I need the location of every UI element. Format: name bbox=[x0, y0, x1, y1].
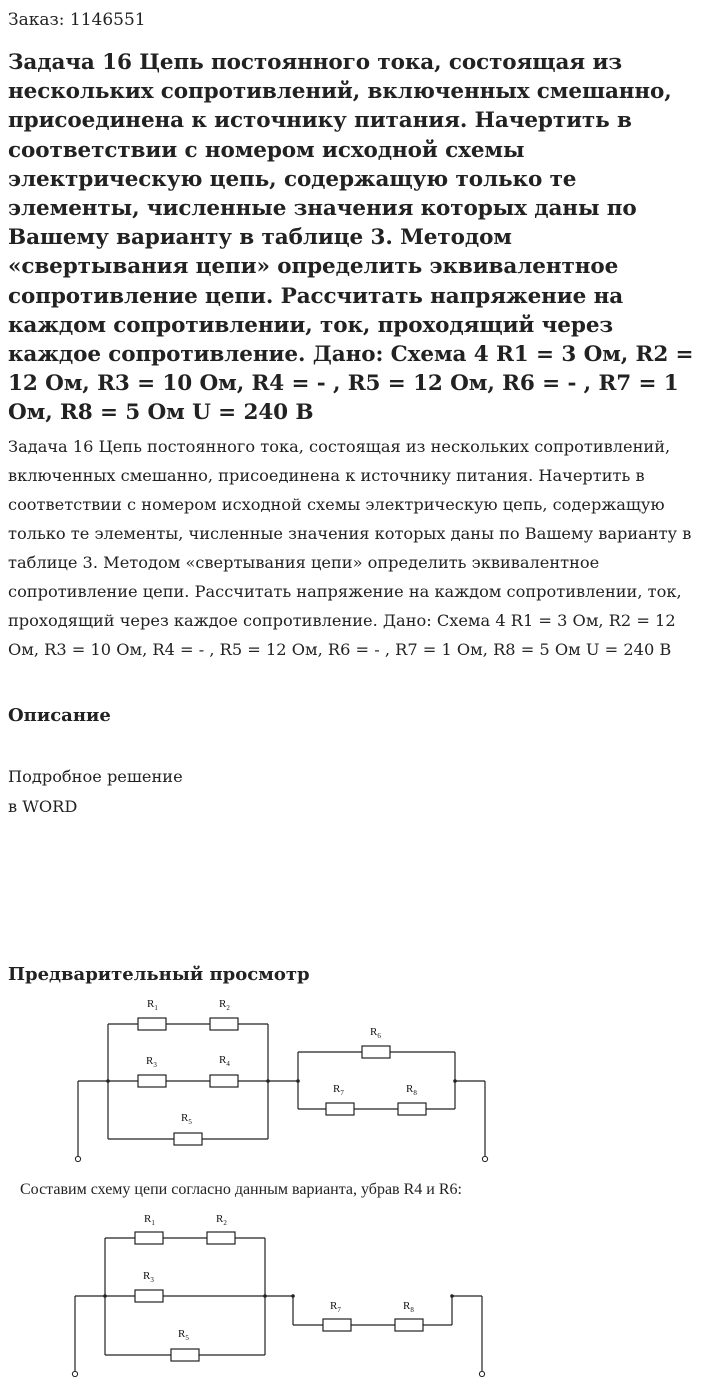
page-title: Задача 16 Цепь постоянного тока, состоящая из нескольких сопротивлений, включенных смешанно, присоединена к источнику питания. Начертить в соответствии с номером исходной схемы электрическую цепь, содержащую только те элементы, численные значения которых даны по Вашему варианту в таблице 3. Методом «свертывания цепи» определить эквивалентное сопротивление цепи. Рассчитать напряжение на каждом сопротивлении, ток, проходящий через каждое сопротивление. Дано: Схема 4 R1 = 3 Ом, R2 = 12 Ом, R3 = 10 Ом, R4 = - , R5 = 12 Ом, R6 = - , R7 = 1 Ом, R8 = 5 Ом U = 240 В bbox=[8, 50, 694, 426]
resistor-r5 bbox=[174, 1133, 202, 1145]
terminal-right bbox=[479, 1371, 484, 1376]
svg-text:R6: $R_6$ bbox=[370, 1026, 381, 1040]
svg-text:R8: $R_8$ bbox=[403, 1300, 414, 1314]
task-description: Задача 16 Цепь постоянного тока, состоящая из нескольких сопротивлений, включенных смешанно, присоединена к источнику питания. Начертить в соответствии с номером исходной схемы электрическую цепь, содержащую только те элементы, численные значения которых даны по Вашему варианту в таблице 3. Методом «свертывания цепи» определить эквивалентное сопротивление цепи. Рассчитать напряжение на каждом сопротивлении, ток, проходящий через каждое сопротивление. Дано: Схема 4 R1 = 3 Ом, R2 = 12 Ом, R3 = 10 Ом, R4 = - , R5 = 12 Ом, R6 = - , R7 = 1 Ом, R8 = 5 Ом U = 240 В bbox=[8, 437, 692, 659]
resistor-r8 bbox=[395, 1319, 423, 1331]
terminal-left bbox=[75, 1156, 80, 1161]
resistor-r6 bbox=[362, 1046, 390, 1058]
description-heading: Описание bbox=[8, 705, 111, 726]
circuit2-labels bbox=[143, 1213, 414, 1342]
svg-text:R3: $R_3$ bbox=[143, 1270, 154, 1284]
svg-text:R4: $R_4$ bbox=[219, 1054, 230, 1068]
resistor-r1 bbox=[138, 1018, 166, 1030]
description-line-2: в WORD bbox=[8, 797, 78, 816]
circuit-caption: Составим схему цепи согласно данным варианта, убрав R4 и R6: bbox=[20, 1181, 462, 1198]
svg-text:R2: $R_2$ bbox=[219, 998, 230, 1012]
resistor-r5 bbox=[171, 1349, 199, 1361]
preview-heading: Предварительный просмотр bbox=[8, 964, 310, 985]
circuit-diagram-simplified bbox=[0, 1205, 701, 1385]
svg-text:R7: $R_7$ bbox=[330, 1300, 341, 1314]
svg-text:R1: $R_1$ bbox=[147, 998, 158, 1012]
resistor-r8 bbox=[398, 1103, 426, 1115]
svg-text:R7: $R_7$ bbox=[333, 1083, 344, 1097]
resistor-r3 bbox=[138, 1075, 166, 1087]
resistor-r7 bbox=[323, 1319, 351, 1331]
resistor-r4 bbox=[210, 1075, 238, 1087]
resistor-r2 bbox=[210, 1018, 238, 1030]
resistor-r3 bbox=[135, 1290, 163, 1302]
circuit1-labels bbox=[146, 998, 417, 1126]
svg-text:R5: $R_5$ bbox=[178, 1328, 189, 1342]
terminal-right bbox=[482, 1156, 487, 1161]
resistor-r2 bbox=[207, 1232, 235, 1244]
svg-text:R3: $R_3$ bbox=[146, 1055, 157, 1069]
resistor-r1 bbox=[135, 1232, 163, 1244]
svg-text:R8: $R_8$ bbox=[406, 1083, 417, 1097]
terminal-left bbox=[72, 1371, 77, 1376]
circuit-diagram-original bbox=[0, 990, 701, 1170]
svg-text:R2: $R_2$ bbox=[216, 1213, 227, 1227]
svg-text:R1: $R_1$ bbox=[144, 1213, 155, 1227]
order-number: Заказ: 1146551 bbox=[8, 10, 146, 30]
resistor-r7 bbox=[326, 1103, 354, 1115]
description-line-1: Подробное решение bbox=[8, 767, 183, 786]
svg-text:R5: $R_5$ bbox=[181, 1112, 192, 1126]
